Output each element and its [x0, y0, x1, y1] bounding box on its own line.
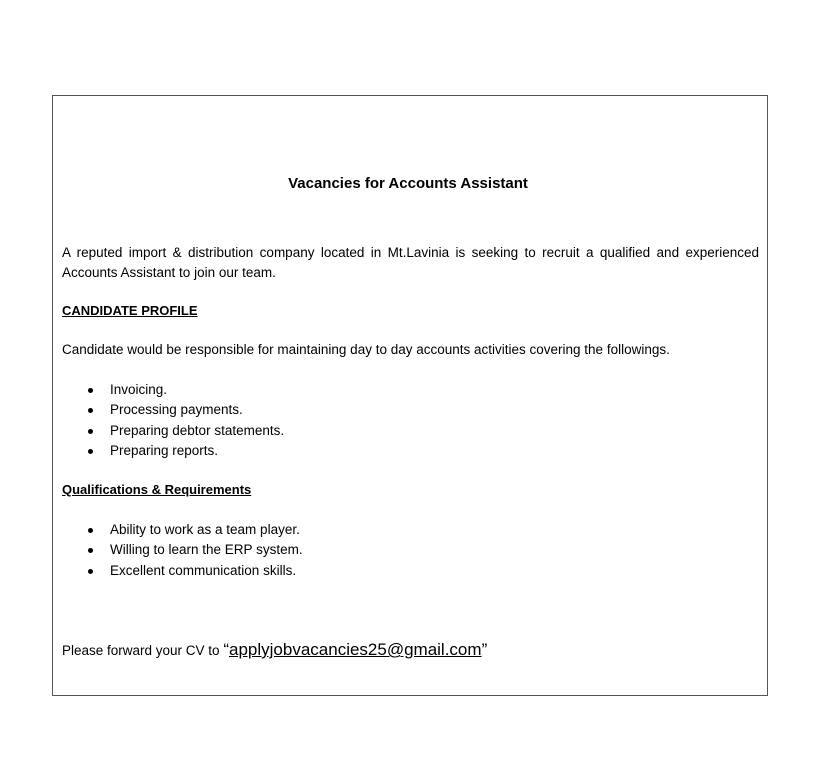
- bullet-icon: [88, 569, 93, 574]
- email-wrapper: [223, 640, 487, 659]
- list-item-text: Processing payments.: [110, 402, 243, 418]
- candidate-profile-description: Candidate would be responsible for maintaining day to day accounts activities covering the followings.: [62, 342, 670, 357]
- list-item-text: Invoicing.: [110, 382, 168, 397]
- cv-instructions-text: Please forward your CV to: [62, 643, 224, 658]
- open-quote: “: [223, 640, 229, 659]
- bullet-icon: [88, 388, 93, 393]
- list-item-text: Willing to learn the ERP system.: [110, 542, 303, 558]
- list-item-text: Excellent communication skills.: [110, 562, 297, 578]
- bullet-icon: [88, 528, 93, 533]
- intro-paragraph: A reputed import & distribution company located in Mt.Lavinia is seeking to recruit a qualified and experienced Accounts Assistant to join our team.: [62, 245, 759, 280]
- list-item-text: Preparing reports.: [110, 442, 219, 458]
- candidate-profile-heading: CANDIDATE PROFILE: [62, 303, 198, 318]
- cv-instructions: [62, 638, 487, 663]
- bullet-icon: [88, 449, 93, 454]
- list-item-text: Preparing debtor statements.: [110, 422, 285, 438]
- bullet-icon: [88, 429, 93, 434]
- list-item-text: Ability to work as a team player.: [110, 522, 300, 537]
- qualifications-heading: Qualifications & Requirements: [62, 482, 252, 497]
- email-link[interactable]: applyjobvacancies25@gmail.com: [229, 640, 482, 659]
- close-quote: ”: [481, 640, 488, 659]
- page-title: Vacancies for Accounts Assistant: [288, 175, 528, 192]
